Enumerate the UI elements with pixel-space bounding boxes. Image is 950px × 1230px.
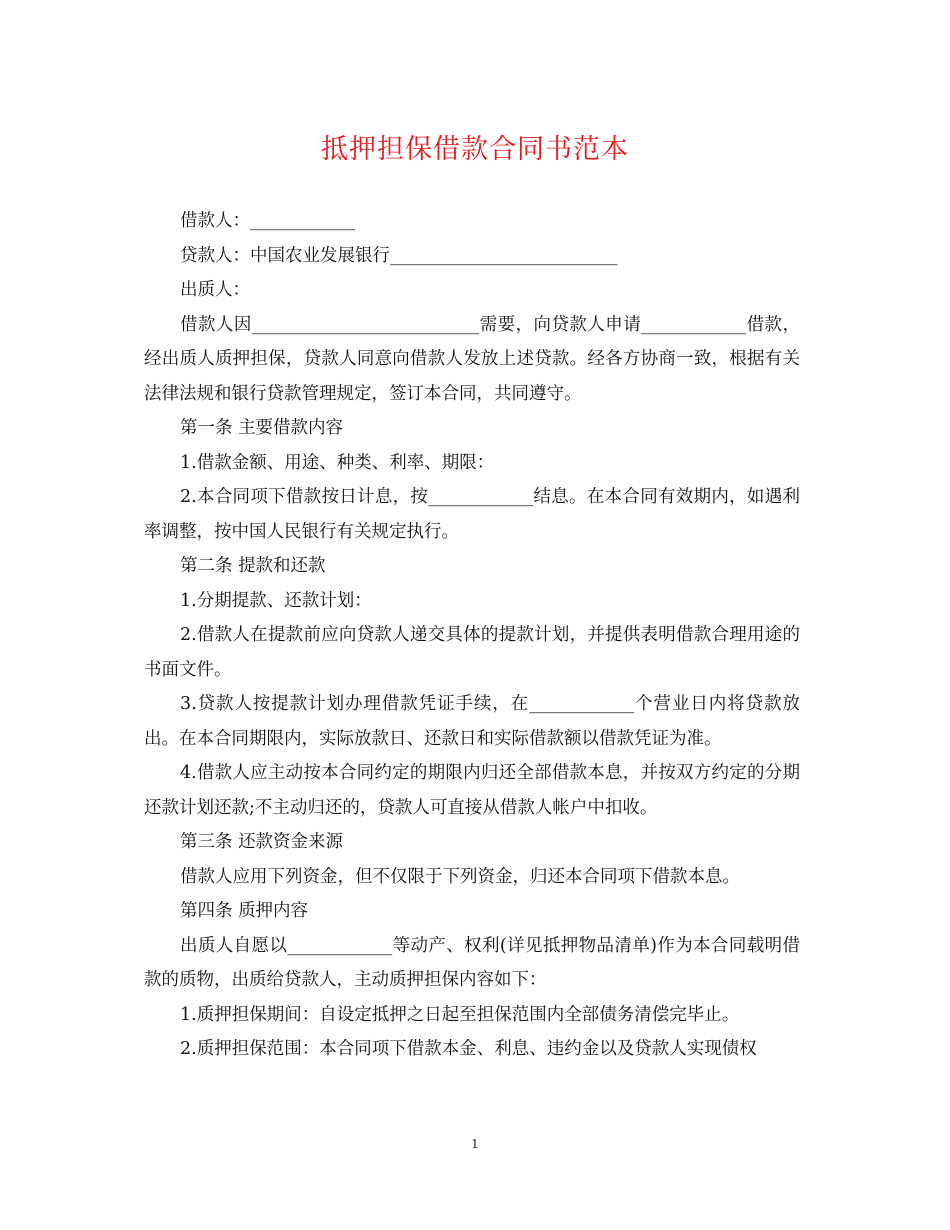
paragraph-borrower: 借款人：____________ (180, 211, 355, 231)
paragraph-lender: 贷款人：中国农业发展银行__________________________ (180, 245, 618, 266)
paragraph-2-3: 3.贷款人按提款计划办理借款凭证手续，在____________个营业日内将贷款放出。在本合同期限内，实际放款日、还款日和实际借款额以借款凭证为准。 (144, 694, 800, 749)
paragraph-2-2: 2.借款人在提款前应向贷款人递交具体的提款计划，并提供表明借款合理用途的书面文件。 (144, 625, 800, 680)
document-title: 抵押担保借款合同书范本 (321, 134, 629, 165)
paragraph-4-2: 2.质押担保范围：本合同项下借款本金、利息、违约金以及贷款人实现债权 (180, 1039, 757, 1059)
paragraph-3-1: 借款人应用下列资金，但不仅限于下列资金，归还本合同项下借款本息。 (180, 866, 740, 887)
paragraph-2-4: 4.借款人应主动按本合同约定的期限内归还全部借款本息，并按双方约定的分期还款计划还款;不主动归还的，贷款人可直接从借款人帐户中扣收。 (144, 763, 800, 818)
section-heading-3: 第三条 还款资金来源 (180, 832, 344, 852)
document-body (144, 204, 800, 1067)
paragraph-4-intro: 出质人自愿以____________等动产、权利(详见抵押物品清单)作为本合同载明借款的质物，出质给贷款人，主动质押担保内容如下： (144, 935, 800, 990)
paragraph-4-1: 1.质押担保期间：自设定抵押之日起至担保范围内全部债务清偿完毕止。 (180, 1004, 740, 1025)
paragraph-2-1: 1.分期提款、还款计划： (180, 590, 372, 611)
paragraph-pledgor: 出质人： (180, 280, 250, 300)
page-number: 1 (471, 1137, 479, 1151)
section-heading-1: 第一条 主要借款内容 (180, 418, 344, 438)
section-heading-4: 第四条 质押内容 (180, 901, 309, 921)
paragraph-preamble: 借款人因__________________________需要，向贷款人申请____________借款，经出质人质押担保，贷款人同意向借款人发放上述贷款。经各方协商一致，根据有关法律法规和银行贷款管理规定，签订本合同，共同遵守。 (144, 314, 800, 404)
paragraph-1-2: 2.本合同项下借款按日计息，按____________结息。在本合同有效期内，如遇利率调整，按中国人民银行有关规定执行。 (144, 487, 800, 542)
section-heading-2: 第二条 提款和还款 (180, 556, 326, 576)
paragraph-1-1: 1.借款金额、用途、种类、利率、期限： (180, 452, 495, 473)
